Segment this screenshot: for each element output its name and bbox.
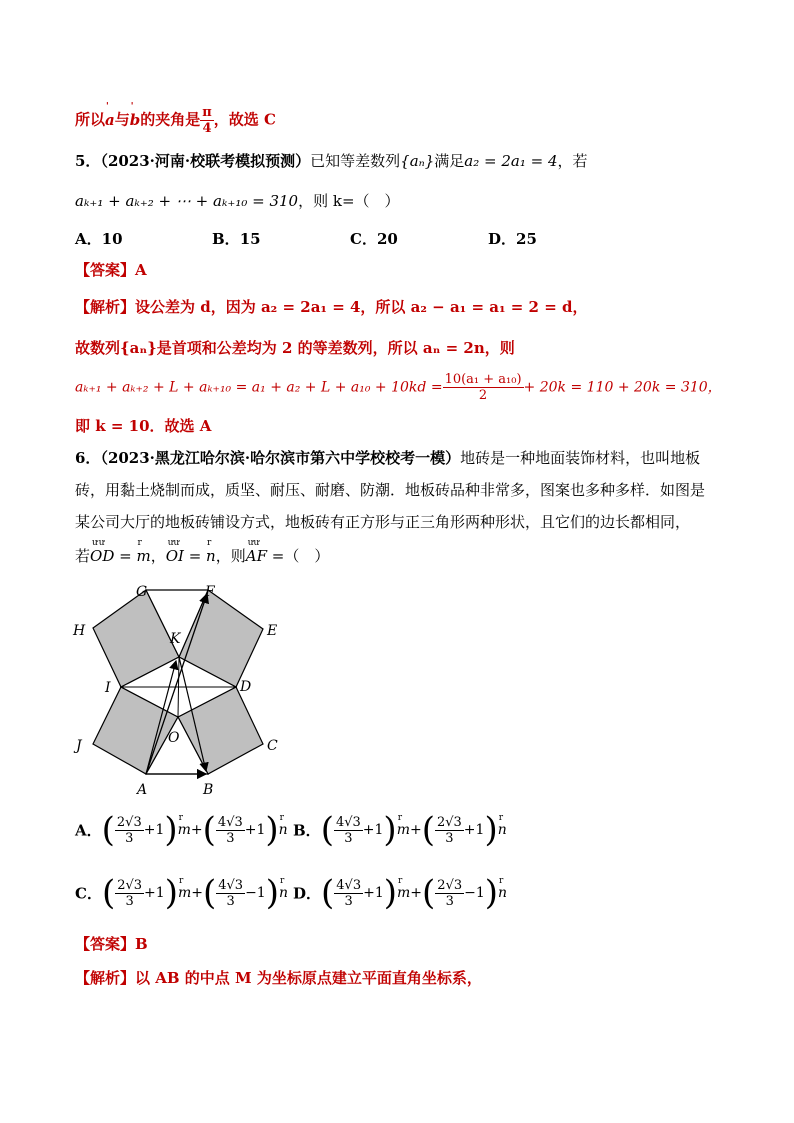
vector-a: ' a bbox=[105, 101, 115, 129]
q6-option-d[interactable]: D．( $\frac{4√3}{3}$ +1) r m+( $\frac{2√3}{3}$ −1) r n bbox=[293, 873, 508, 913]
q5-analysis-1 bbox=[75, 296, 588, 317]
q5-option-d[interactable]: D．25 bbox=[488, 230, 537, 248]
intro-end: ，故选 C bbox=[213, 110, 276, 129]
q6-eq2: = bbox=[183, 547, 207, 565]
q5-option-c[interactable]: C．20 bbox=[350, 230, 398, 248]
q6-analysis-tag: 【解析】 bbox=[75, 969, 136, 987]
q6-number: 6． bbox=[75, 449, 101, 467]
q5-analysis-text4: 即 k = 10．故选 A bbox=[75, 417, 212, 435]
q6-answer bbox=[75, 933, 148, 954]
q6-stem-1 bbox=[75, 447, 700, 468]
label-e: E bbox=[267, 623, 278, 639]
q6-stem-text3: 某公司大厅的地板砖铺设方式，地板砖有正方形与正三角形两种形状，且它们的边长都相同， bbox=[75, 513, 691, 531]
q6-option-a[interactable]: A．( $\frac{2√3}{3}$ +1) r m+( $\frac{4√3}{3}$ +1) r n bbox=[75, 810, 288, 850]
label-i: I bbox=[105, 680, 111, 696]
q5-analysis-3 bbox=[75, 372, 722, 403]
q5-analysis-text1: 设公差为 d，因为 a₂ = 2a₁ = 4，所以 a₂ − a₁ = a₁ = 2 = d， bbox=[135, 298, 588, 316]
q6-stem-text1: 地砖是一种地面装饰材料，也叫地板 bbox=[460, 449, 701, 467]
vector-oi: ưư OI bbox=[165, 538, 184, 565]
q5-source: （2023·河南·校联考模拟预测） bbox=[100, 152, 311, 170]
floor-tile-figure bbox=[70, 580, 290, 800]
intro-mid: 与 bbox=[114, 110, 130, 129]
label-o: O bbox=[168, 730, 180, 746]
q5-option-a[interactable]: A．10 bbox=[75, 230, 123, 248]
q5-option-b[interactable]: B．15 bbox=[212, 230, 261, 248]
label-h: H bbox=[73, 623, 86, 639]
q5-sum-expr: aₖ₊₁ + aₖ₊₂ + ⋯ + aₖ₊₁₀ = 310 bbox=[75, 192, 299, 210]
label-g: G bbox=[136, 584, 148, 600]
q6-stem-end: =（ ） bbox=[266, 547, 330, 565]
q6-analysis-1 bbox=[75, 967, 482, 988]
q5-answer-value: A bbox=[135, 261, 147, 279]
label-b: B bbox=[203, 782, 214, 798]
intro-suffix: 的夹角是 bbox=[140, 110, 201, 129]
q5-analysis-tag: 【解析】 bbox=[75, 298, 136, 316]
q5-number: 5． bbox=[75, 152, 101, 170]
q5-stem-line2 bbox=[75, 190, 400, 211]
q5-analysis-result: + 20k = 110 + 20k = 310， bbox=[523, 379, 722, 396]
q5-answer-tag: 【答案】 bbox=[75, 261, 136, 279]
q6-sep: ， bbox=[150, 547, 166, 565]
q5-analysis-text2: 故数列{aₙ}是首项和公差均为 2 的等差数列，所以 aₙ = 2n，则 bbox=[75, 339, 515, 357]
q5-analysis-2 bbox=[75, 337, 515, 358]
q6-stem-text2: 砖，用黏土烧制而成，质坚、耐压、耐磨、防潮．地板砖品种非常多，图案也多种多样．如图是 bbox=[75, 481, 706, 499]
label-j: J bbox=[76, 738, 82, 754]
q5-stem-text2: 满足 bbox=[434, 152, 465, 170]
label-c: C bbox=[267, 738, 278, 754]
label-f: F bbox=[205, 584, 215, 600]
vector-od: ưư OD bbox=[90, 538, 115, 565]
label-a: A bbox=[137, 782, 148, 798]
q5-ask: ，则 k=（ ） bbox=[298, 192, 400, 210]
label-k: K bbox=[170, 631, 181, 647]
q6-stem-4 bbox=[75, 538, 330, 566]
vector-n: r n bbox=[206, 538, 216, 565]
q6-source: （2023·黑龙江哈尔滨·哈尔滨市第六中学校校考一模） bbox=[100, 449, 461, 467]
q6-eq1: = bbox=[114, 547, 137, 565]
vector-af: ưư AF bbox=[245, 538, 267, 565]
intro-prefix: 所以 bbox=[75, 110, 106, 129]
angle-fraction: $\frac{\pi}{4}$ bbox=[202, 105, 212, 136]
q5-analysis-4 bbox=[75, 415, 211, 436]
intro-line bbox=[75, 101, 276, 136]
label-d: D bbox=[240, 679, 252, 695]
q6-answer-tag: 【答案】 bbox=[75, 935, 136, 953]
q5-condition: a₂ = 2a₁ = 4 bbox=[464, 152, 558, 170]
q6-stem-post: ，则 bbox=[215, 547, 246, 565]
q6-option-b[interactable]: B．( $\frac{4√3}{3}$ +1) r m+( $\frac{2√3}{3}$ +1) r n bbox=[293, 810, 507, 850]
vector-b: ' b bbox=[129, 101, 141, 129]
q6-stem-pre: 若 bbox=[75, 547, 91, 565]
q6-answer-value: B bbox=[135, 935, 148, 953]
q6-option-c[interactable]: C．( $\frac{2√3}{3}$ +1) r m+( $\frac{4√3}{3}$ −1) r n bbox=[75, 873, 288, 913]
vector-m: r m bbox=[136, 538, 151, 565]
q5-analysis-sum: aₖ₊₁ + aₖ₊₂ + L + aₖ₊₁₀ = a₁ + a₂ + L + a₁₀ + 10kd = bbox=[75, 379, 443, 396]
q5-stem-text1: 已知等差数列 bbox=[310, 152, 401, 170]
q6-stem-2 bbox=[75, 479, 705, 500]
q5-stem-text3: ，若 bbox=[557, 152, 588, 170]
q6-analysis-text1: 以 AB 的中点 M 为坐标原点建立平面直角坐标系， bbox=[135, 969, 482, 987]
q5-answer bbox=[75, 259, 147, 280]
q5-analysis-frac: $\frac{\text{10(a₁ + a₁₀)}}{2}$ bbox=[444, 372, 522, 403]
q5-stem bbox=[75, 150, 588, 171]
q6-stem-3 bbox=[75, 511, 690, 532]
q5-seq: {aₙ} bbox=[400, 152, 435, 170]
